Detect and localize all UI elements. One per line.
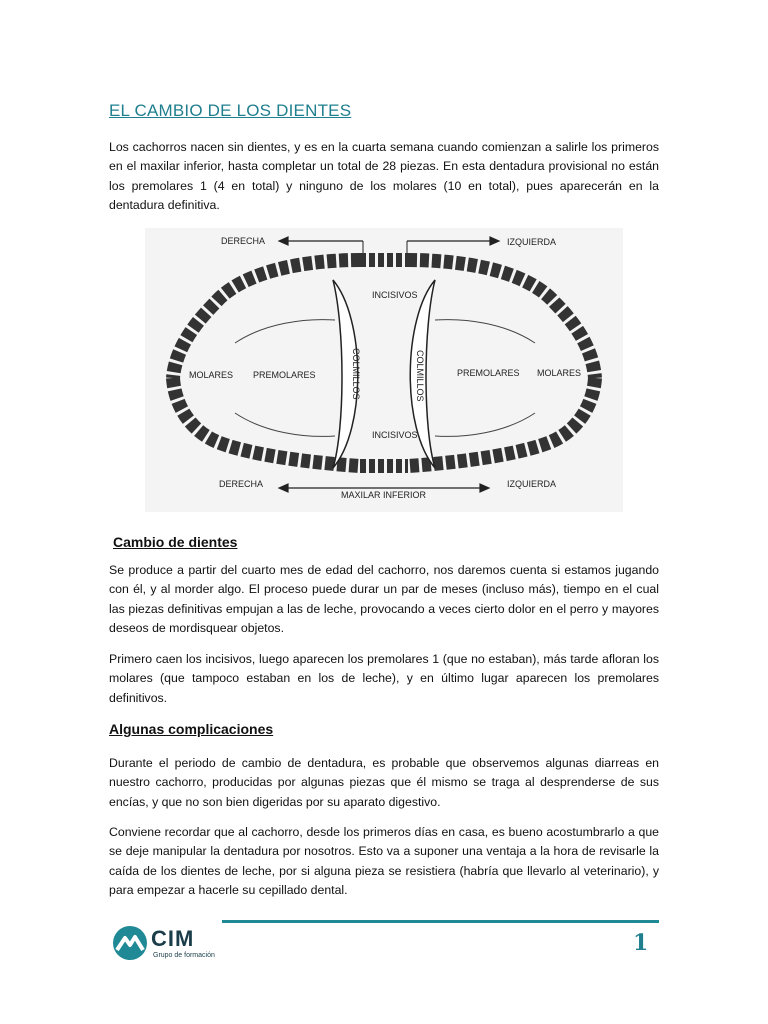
label-incisivos-top: INCISIVOS xyxy=(372,290,418,300)
footer-rule xyxy=(222,920,659,923)
label-izquierda-top: IZQUIERDA xyxy=(507,237,557,247)
heading-cambio-de-dientes: Cambio de dientes xyxy=(113,534,238,550)
cim-logo xyxy=(111,924,231,964)
page-title: EL CAMBIO DE LOS DIENTES xyxy=(109,101,352,120)
paragraph-complicaciones-1: Durante el periodo de cambio de dentadura, es probable que observemos algunas diarreas en nuestro cachorro, producidas por algunas piezas que él mismo se traga al desprenderse de sus encías, y que no son bien digeridas por su aparato digestivo. xyxy=(109,756,659,809)
label-incisivos-bottom: INCISIVOS xyxy=(372,430,418,440)
paragraph-cambio-2: Primero caen los incisivos, luego aparecen los premolares 1 (que no estaban), más tarde afloran los molares (que tampoco estaban en los de leche), y en último lugar aparecen los premolares definitivos. xyxy=(109,652,659,705)
paragraph-cambio-1: Se produce a partir del cuarto mes de edad del cachorro, nos daremos cuenta si estamos jugando con él, y al morder algo. El proceso puede durar un par de meses (incluso más), tiempo en el cual las piezas definitivas empujan a las de leche, provocando a veces cierto dolor en el perro y mayores deseos de mordisquear objetos. xyxy=(109,563,659,635)
label-izquierda-bottom: IZQUIERDA xyxy=(507,479,557,489)
label-premolares-right: PREMOLARES xyxy=(457,368,520,378)
label-molares-left: MOLARES xyxy=(189,370,234,380)
logo-subtitle: Grupo de formación xyxy=(153,952,215,959)
label-maxilar-inferior: MAXILAR INFERIOR xyxy=(341,490,427,500)
label-molares-right: MOLARES xyxy=(537,368,582,378)
label-premolares-left: PREMOLARES xyxy=(253,370,316,380)
heading-complicaciones: Algunas complicaciones xyxy=(109,721,274,737)
intro-paragraph: Los cachorros nacen sin dientes, y es en la cuarta semana cuando comienzan a salirle los primeros en el maxilar inferior, hasta completar un total de 28 piezas. En esta dentadura provisional no están los premolares 1 (4 en total) y ninguno de los molares (10 en total), pues aparecerán en la dentadura definitiva. xyxy=(109,140,659,212)
label-derecha-bottom: DERECHA xyxy=(219,479,264,489)
paragraph-complicaciones-2: Conviene recordar que al cachorro, desde los primeros días en casa, es bueno acostumbrarlo a que se deje manipular la dentadura por nosotros. Esto va a suponer una ventaja a la hora de revisarle la caída de los dientes de leche, por si alguna pieza se resistiera (habría que llevarlo al veterinario), y para empezar a hacerle su cepillado dental. xyxy=(109,825,659,897)
cim-logo-icon xyxy=(111,924,149,962)
dental-diagram xyxy=(145,228,623,512)
label-colmillos-left: COLMILLOS xyxy=(351,348,361,400)
label-derecha-top: DERECHA xyxy=(221,236,266,246)
page-number: 1 xyxy=(633,930,649,956)
label-colmillos-right: COLMILLOS xyxy=(415,350,425,402)
logo-text: CIM xyxy=(151,926,195,951)
